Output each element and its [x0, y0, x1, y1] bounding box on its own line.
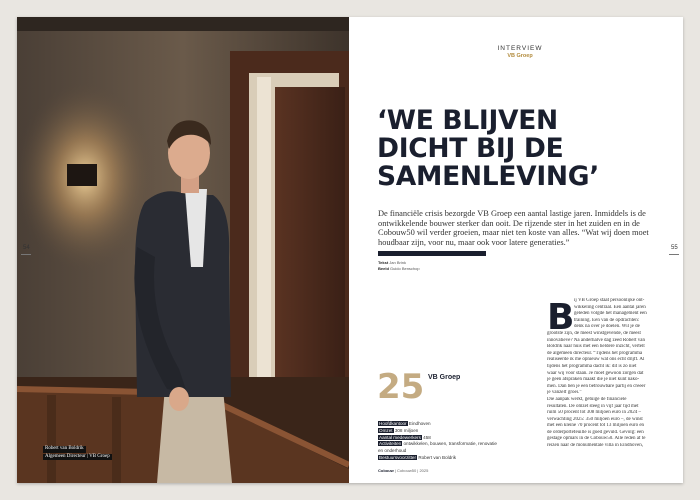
article-body	[547, 298, 671, 450]
caption-name: Robert van Boldrik	[45, 446, 84, 451]
body-line: grootste zijn, de meest winstgevende, de meest	[547, 330, 641, 336]
credit-photo-value: Guido Benschop	[390, 265, 420, 271]
factbox-row	[378, 448, 538, 455]
kicker-label: INTERVIEW	[497, 45, 543, 52]
kicker-sub: VB Groep	[507, 53, 533, 59]
magazine-spread	[17, 17, 683, 483]
factbox-value: 308 miljoen	[394, 427, 419, 433]
factbox-facts	[378, 421, 538, 462]
article-intro: De financiële crisis bezorgde VB Groep een aantal lastige jaren. Inmiddels is de ontwikkelende bouwer sterker dan ooit. De rijzende ster in het zuiden en in de Cobouw50 wil verder groeien, maar niet ten koste van alles. “Wat wij doen moet houdbaar zijn, voor nu, maar ook voor latere generaties.”	[378, 209, 649, 247]
factbox-title: VB Groep	[428, 374, 461, 381]
factbox-key: Bestuursvoorzitter	[379, 454, 417, 460]
portrait-photo	[17, 17, 349, 483]
footer-brand: Cobouw	[378, 468, 394, 473]
body-line: innovatieve? Na anderhalve dag zeed Robert van	[547, 337, 646, 343]
body-line: de algemeen directeur. “Tijdens het programma	[547, 350, 643, 356]
body-line: je vanzelf groei.”	[547, 390, 582, 396]
body-line: je geen afspraken maakt die je niet kunt nako-	[547, 377, 640, 383]
page-number-rule-left	[21, 254, 31, 255]
body-line: reizen naar de monumentale villa in Eindhoven,	[547, 443, 643, 449]
page-number-right: 55	[671, 245, 678, 251]
page-footer: Cobouw | Cobouw50 | 2025	[378, 468, 429, 473]
factbox-key: Activiteiten	[379, 441, 402, 447]
factbox-value: Eindhoven	[408, 421, 431, 426]
body-line: Boldrik naar huis met een heldere inzicht, vertelt	[547, 344, 645, 350]
factbox-value: Robert van Boldrik	[418, 454, 457, 460]
body-line: met een kleine 70 procent tot 13 miljoen euro en	[547, 423, 645, 429]
credit-photo-label: Beeld	[378, 265, 389, 271]
body-line: resultaten. De omzet steeg in vijf jaar tijd met	[547, 403, 639, 409]
page-number-left: 54	[23, 245, 30, 251]
body-line: Die aanpak werkt, getuige de financiële	[547, 396, 627, 402]
body-line: ruim 50 procent tot 308 miljoen euro in 2024 –	[547, 410, 642, 416]
body-line: de orderportefeuille is goed gevuld. Gevolg: een	[547, 429, 644, 435]
body-line: gestage opmars in de Cobouw50. Alle reden af te	[547, 436, 646, 442]
body-line: denk na over je doelen. Wil je de	[574, 324, 640, 330]
article-credits	[378, 260, 420, 271]
section-kicker	[487, 45, 553, 59]
photo-caption	[43, 446, 112, 461]
factbox-key: Omzet	[379, 427, 393, 433]
factbox-value: en onderhoud	[378, 448, 407, 454]
headline-line-1: ‘WE BLIJVEN	[377, 105, 558, 136]
headline-line-2: DICHT BIJ DE	[377, 133, 564, 164]
body-line: realiseerde ik me opnieuw wat ons echt drijft. Al	[547, 357, 645, 363]
footer-year: 2025	[419, 468, 429, 473]
factbox-rank: 25	[377, 367, 425, 407]
article-headline	[377, 107, 667, 191]
footer-issue: Cobouw50	[397, 468, 417, 473]
body-line: training. Een van de opdrachten:	[574, 317, 640, 323]
factbox-row	[378, 421, 538, 428]
body-line: geleden volgde het management een	[574, 311, 647, 317]
factbox-value: ontwikkelen, bouwen, transformatie, renovatie	[403, 441, 497, 447]
body-line: men. Dan ben je een betrouwbare partij en creëer	[547, 383, 646, 389]
factbox-row	[378, 455, 538, 462]
factbox-row	[378, 441, 538, 448]
credit-text-label: Tekst	[378, 260, 389, 265]
intro-rule	[378, 251, 486, 256]
factbox-row	[378, 435, 538, 442]
body-line: verwachting 2025: 350 miljoen euro –, de winst	[547, 416, 643, 422]
factbox-value: 458	[423, 434, 431, 440]
body-line: waar wij voor staan. Je moet gewoon zorgen dat	[547, 370, 644, 376]
page-number-rule-right	[669, 254, 679, 255]
portrait-illustration	[17, 17, 349, 483]
factbox-key: Hoofdkantoor	[379, 421, 407, 426]
drop-cap: B	[547, 297, 575, 338]
body-line: tijdens het programma dacht ik: dit is zo niet	[547, 363, 637, 369]
body-line: ij VB Groep staat persoonlijke ont-	[574, 298, 645, 303]
credit-text-value: Jan Brink	[389, 260, 406, 265]
body-line: wikkeling centraal. Een aantal jaren	[574, 304, 646, 310]
factbox-key: Aantal medewerkers	[379, 434, 421, 440]
factbox-row	[378, 428, 538, 435]
headline-line-3: SAMENLEVING’	[377, 161, 599, 192]
caption-role: Algemeen Directeur | VB Groep	[45, 453, 110, 459]
